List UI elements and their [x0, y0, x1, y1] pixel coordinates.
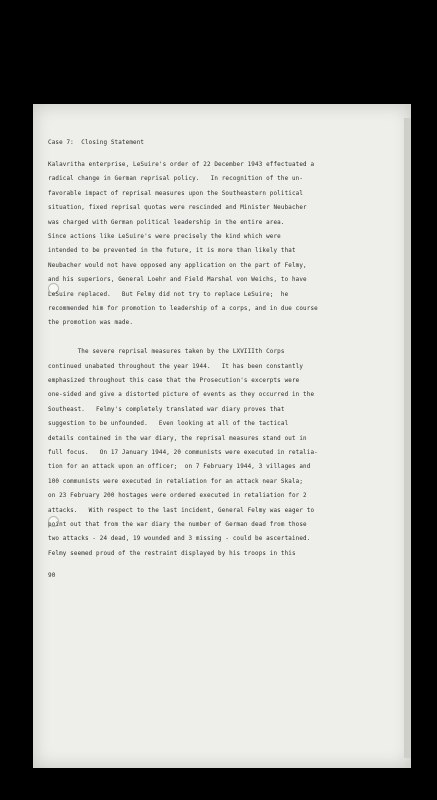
text-line: suggestion to be unfounded. Even looking at all of the tactical	[48, 421, 289, 428]
text-line: emphasized throughout this case that the Prosecution's excerpts were	[48, 378, 300, 384]
text-line: recommended him for promotion to leadership of a corps, and in due course	[48, 306, 318, 312]
text-line: the promotion was made.	[48, 320, 134, 327]
text-line: full focus. On 17 January 1944, 20 communists were executed in retalia-	[48, 450, 318, 456]
text-line: 100 communists were executed in retaliation for an attack near Skala;	[48, 478, 304, 485]
text-line: Kalavritha enterprise, LeSuire's order of 22 December 1943 effectuated a	[48, 162, 315, 168]
text-line: Southeast. Felmy's completely translated war diary proves that	[48, 406, 285, 413]
text-line: Since actions like LeSuire's were precisely the kind which were	[48, 234, 281, 240]
text-line: one-sided and give a distorted picture of events as they occurred in the	[48, 392, 315, 399]
text-line: Felmy seemed proud of the restraint displayed by his troops in this	[48, 550, 296, 557]
document-heading: Case 7: Closing Statement	[48, 140, 145, 146]
text-line: attacks. With respect to the last incident, General Felmy was eager to	[48, 507, 315, 514]
text-line: LeSuire replaced. But Felmy did not try to replace LeSuire; he	[48, 291, 289, 298]
text-line: point out that from the war diary the number of German dead from those	[48, 522, 307, 528]
text-line: Neubacher would not have opposed any application on the part of Felmy,	[48, 262, 307, 269]
text-line: tion for an attack upon an officer; on 7 February 1944, 3 villages and	[48, 464, 311, 471]
text-line: and his superiors, General Loehr and Field Marshal von Weichs, to have	[48, 277, 307, 284]
text-line: radical change in German reprisal policy. In recognition of the un-	[48, 176, 304, 183]
text-line: continued unabated throughout the year 1944. It has been constantly	[48, 363, 304, 370]
text-line: on 23 February 200 hostages were ordered executed in retaliation for 2	[48, 493, 307, 500]
text-line: favorable impact of reprisal measures upon the Southeastern political	[48, 190, 304, 197]
page-number: 90	[48, 572, 56, 579]
text-line: was charged with German political leadership in the entire area.	[48, 219, 285, 226]
text-line: intended to be prevented in the future, it is more than likely that	[48, 248, 296, 255]
text-line: details contained in the war diary, the reprisal measures stand out in	[48, 435, 307, 442]
page-edge	[404, 118, 411, 758]
text-line: situation, fixed reprisal quotas were rescinded and Minister Neubacher	[48, 205, 307, 212]
text-line: The severe reprisal measures taken by the LXVIIIth Corps	[48, 349, 285, 356]
text-line: two attacks - 24 dead, 19 wounded and 3 missing - could be ascertained.	[48, 536, 311, 543]
